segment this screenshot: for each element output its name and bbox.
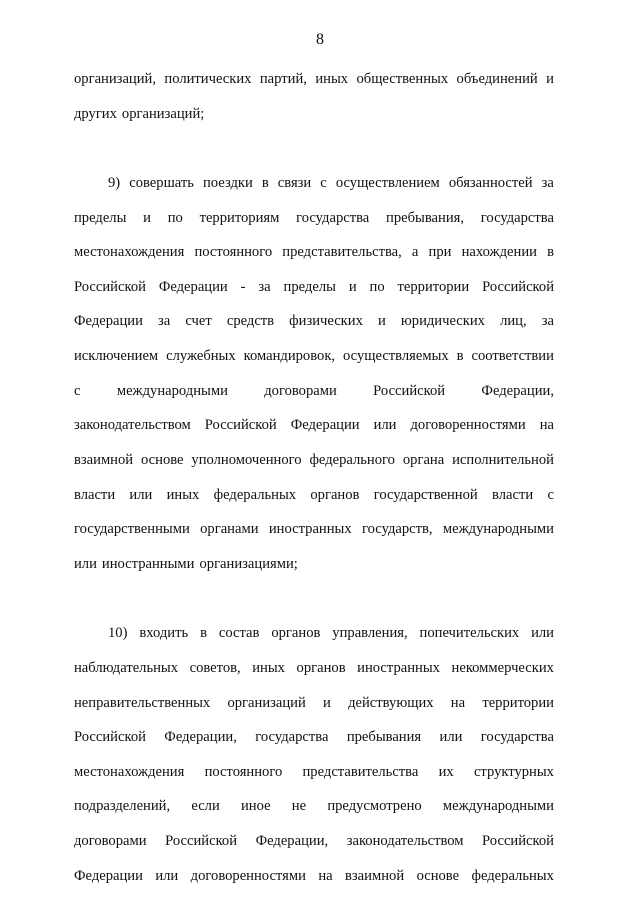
word: осуществлением [335,174,440,191]
word: их [438,763,454,780]
word: иных [252,659,285,676]
word: организациями; [199,555,298,572]
paragraph-gap [74,138,554,173]
word: состав [218,625,260,642]
word: за [258,278,271,295]
word: органов [310,486,360,503]
word: не [291,798,307,815]
word: обязанностей [448,174,533,191]
word: пребывания [346,729,422,746]
word: наблюдательных [74,659,179,676]
word: государства [255,729,329,746]
word: и [348,278,357,295]
word: с [320,174,327,191]
word: подразделений, [74,798,171,815]
word: иностранных [357,659,440,676]
word: за [158,313,171,330]
text-line [74,866,554,901]
word: основе [416,867,460,884]
word: общественных [356,71,449,87]
text-line [74,277,554,312]
word: с [547,486,554,503]
word: поездки [203,174,253,191]
word: предусмотрено [327,798,422,815]
word: действующих [348,694,434,711]
text-line [74,173,554,208]
word: за [541,313,554,330]
word: и [377,313,386,330]
page-number: 8 [316,31,324,48]
word: или [531,625,554,642]
para-item-10 [74,623,554,900]
word: Федерации [158,278,228,295]
word: Федерации [74,867,143,884]
word: управления, [332,625,408,642]
word: юридических [400,313,485,330]
word: взаимной [345,867,405,884]
text-line [74,381,554,416]
word: Федерации, [481,382,554,399]
word: по [369,278,385,295]
word: политических [164,71,252,87]
word: организаций [227,694,306,711]
word: 10) [108,625,128,642]
word: договорами [74,833,147,850]
word: исключением [74,348,159,365]
word: уполномоченного [191,452,302,469]
word: Российской [482,278,554,295]
word: основе [141,452,184,469]
word: в [547,244,554,261]
word: неправительственных [74,694,211,711]
word: иностранными [101,555,195,572]
word: партий, [259,71,307,87]
word: территории [397,278,470,295]
word: Российской [482,833,554,850]
word: федеральных [471,867,554,884]
word: лиц, [500,313,527,330]
word: структурных [473,763,554,780]
word: организаций; [121,105,205,122]
word: постоянного [204,763,283,780]
word: территории [482,694,554,711]
word: государства [296,209,370,226]
text-line [74,796,554,831]
word: международными [116,382,228,399]
word: иных [315,71,349,87]
word: с [74,382,81,399]
word: органов [271,625,321,642]
text-line [74,242,554,277]
word: Российской [204,417,277,434]
word: физических [289,313,363,330]
word: взаимной [74,452,134,469]
word: иных [166,486,200,503]
word: организаций, [74,71,156,87]
word: законодательством [346,833,464,850]
word: в [261,174,269,191]
word: некоммерческих [451,659,554,676]
word: попечительских [419,625,520,642]
word: международными [442,798,554,815]
text-line [74,519,554,554]
word: федерального [309,452,395,469]
word: договоренностями [190,867,306,884]
word: на [318,867,333,884]
text-line [74,485,554,520]
word: входить [139,625,189,642]
text-line [74,762,554,797]
word: или [373,417,397,434]
word: государства [480,729,554,746]
word: а [411,244,419,261]
word: при [428,244,452,261]
word: или [155,867,179,884]
word: законодательством [74,417,191,434]
word: Федерации, [164,729,237,746]
word: или [129,486,153,503]
word: и [143,209,151,226]
word: совершать [129,174,194,191]
word: или [439,729,463,746]
word: счет [185,313,212,330]
text-line [74,415,554,450]
para-continuation [74,69,554,138]
word: Российской [165,833,238,850]
word: государств, [362,521,433,538]
text-line [74,311,554,346]
word: местонахождения [74,763,185,780]
word: Российской [373,382,446,399]
document-body [74,69,554,900]
word: Федерации [290,417,360,434]
word: в [456,348,464,365]
word: местонахождения [74,244,185,261]
text-line [74,554,554,589]
word: Федерации [74,313,143,330]
word: территориям [199,209,280,226]
word: федеральных [213,486,297,503]
word: власти [74,486,116,503]
word: государственными [74,521,190,538]
word: на [450,694,466,711]
text-line [74,693,554,728]
word: связи [277,174,312,191]
word: иностранных [268,521,352,538]
word: пределы [74,209,127,226]
word: органа [402,452,445,469]
word: представительства, [282,244,402,261]
text-line [74,208,554,243]
word: в [200,625,207,642]
word: или [74,555,97,572]
text-line [74,450,554,485]
word: Российской [74,729,146,746]
word: договоренностями [410,417,526,434]
word: за [541,174,554,191]
word: средств [226,313,275,330]
word: если [191,798,220,815]
word: органов [296,659,346,676]
word: осуществляемых [343,348,449,365]
word: Федерации, [255,833,329,850]
word: международными [442,521,554,538]
word: - [240,278,246,295]
word: других [74,105,117,122]
word: советов, [189,659,241,676]
word: 9) [108,174,121,191]
word: командировок, [243,348,336,365]
para-item-9 [74,173,554,589]
word: договорами [264,382,337,399]
text-line [74,69,554,104]
text-line [74,346,554,381]
word: на [539,417,554,434]
text-line [74,658,554,693]
word: и [323,694,331,711]
word: государства [480,209,554,226]
word: органами [200,521,259,538]
text-line [74,727,554,762]
word: иное [241,798,271,815]
word: нахождении [461,244,537,261]
text-line [74,104,554,139]
word: постоянного [194,244,273,261]
text-line [74,623,554,658]
paragraph-gap [74,589,554,624]
text-line [74,831,554,866]
word: объединений [456,71,538,87]
word: государственной [373,486,478,503]
word: соответствии [471,348,554,365]
word: служебных [166,348,236,365]
word: исполнительной [452,452,554,469]
word: власти [492,486,534,503]
word: пребывания, [386,209,465,226]
word: пределы [283,278,336,295]
word: Российской [74,278,146,295]
word: и [546,71,554,87]
word: представительства [302,763,419,780]
word: по [167,209,183,226]
